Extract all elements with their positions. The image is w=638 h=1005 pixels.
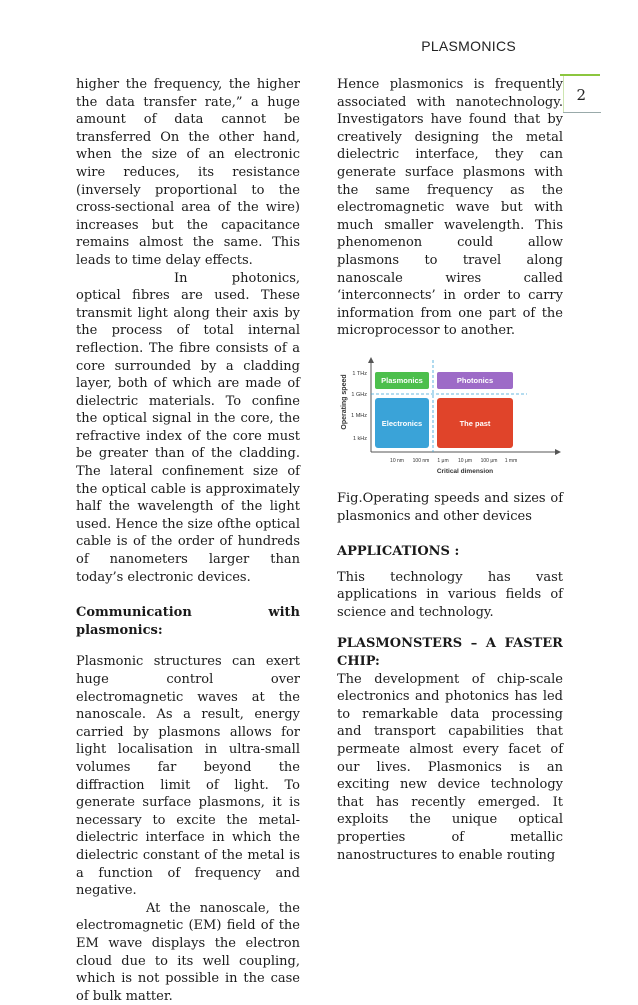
figure-x-tick: 100 nm [412, 457, 430, 464]
section-heading-faster-chip: PLASMONSTERS – A FASTER CHIP: [337, 636, 563, 670]
figure-x-tick: 10 μm [458, 457, 472, 464]
figure-x-tick: 1 μm [437, 457, 449, 464]
header-accent-rule [560, 74, 600, 76]
figure-x-axis-label: Critical dimension [436, 467, 494, 475]
page-header-title: PLASMONICS [421, 38, 516, 54]
section-heading-communication: Communication with plasmonics: [76, 605, 300, 638]
figure-x-tick: 100 μm [480, 457, 498, 464]
right-paragraph-3: The development of chip-scale electronics and photonics has led to remarkable data processing and transport capabilities that permeate almost every facet of our lives. Plasmonics is an exciting new device technology that has recently emerged. It exploits the unique optical properties of metallic nanostructures to enable routing [337, 671, 563, 863]
header-vertical-rule [563, 76, 564, 112]
figure-y-tick: 1 kHz [352, 435, 367, 442]
figure-x-tick: 1 mm [504, 457, 518, 464]
figure-y-axis-label: Operating speed [341, 374, 348, 430]
left-paragraph-1: higher the frequency, the higher the data transfer rate,” a huge amount of data cannot be transferred On the other hand, when the size of an electronic wire reduces, its resistance (inversely proportional to the cross-sectional area of the wire) increases but the capacitance remains almost the same. This leads to time delay effects. [76, 77, 300, 268]
figure-x-arrow [555, 449, 561, 455]
operating-speed-figure [337, 356, 561, 482]
section-heading-applications: APPLICATIONS : [337, 544, 460, 560]
figure-region-label: The past [459, 418, 491, 428]
right-paragraph-2: This technology has vast applications in various fields of science and technology. [337, 569, 563, 620]
left-paragraph-2: In photonics, optical fibres are used. These transmit light along their axis by the process of total internal reflection. The fibre consists of a core surrounded by a cladding layer, both of which are made of dielectric materials. To confine the optical signal in the core, the refractive index of the core must be greater than of the cladding. The lateral confinement size of the optical cable is approximately half the wavelength of the light used. Hence the size ofthe optical cable is of the order of hundreds of nanometers larger than today’s electronic devices. [76, 270, 300, 585]
figure-region-label: Electronics [381, 418, 423, 428]
right-column [337, 76, 563, 864]
left-column [76, 76, 300, 1005]
right-paragraph-1: Hence plasmonics is frequently associated with nanotechnology. Investigators have found that by creatively designing the metal dielectric interface, they can generate surface plasmons with the same frequency as the electromagnetic wave but with much smaller wavelength. This phenomenon could allow plasmons to travel along nanoscale wires called ‘interconnects’ in order to carry information from one part of the microprocessor to another. [337, 77, 563, 339]
figure-region-label: Plasmonics [381, 375, 423, 385]
left-paragraph-4: At the nanoscale, the electromagnetic (EM) field of the EM wave displays the electron cloud due to its well coupling, which is not possible in the case of bulk matter. [76, 900, 300, 1004]
figure-y-tick: 1 THz [352, 370, 367, 377]
figure-y-tick: 1 GHz [351, 391, 367, 398]
page-number-rule [563, 112, 601, 113]
left-paragraph-3: Plasmonic structures can exert huge control over electromagnetic waves at the nanoscale. As a result, energy carried by plasmons allows for light localisation in ultra-small volumes far beyond the diffraction limit of light. To generate surface plasmons, it is necessary to excite the metal-dielectric interface in which the dielectric constant of the metal is a function of frequency and negative. [76, 654, 300, 899]
figure-caption: Fig.Operating speeds and sizes of plasmonics and other devices [337, 490, 563, 524]
figure-y-tick: 1 MHz [351, 412, 367, 419]
figure-y-arrow [368, 357, 374, 363]
figure-x-tick: 10 nm [390, 457, 404, 464]
operating-speed-diagram [337, 356, 561, 482]
figure-region-label: Photonics [456, 375, 494, 385]
page-number: 2 [576, 86, 586, 104]
